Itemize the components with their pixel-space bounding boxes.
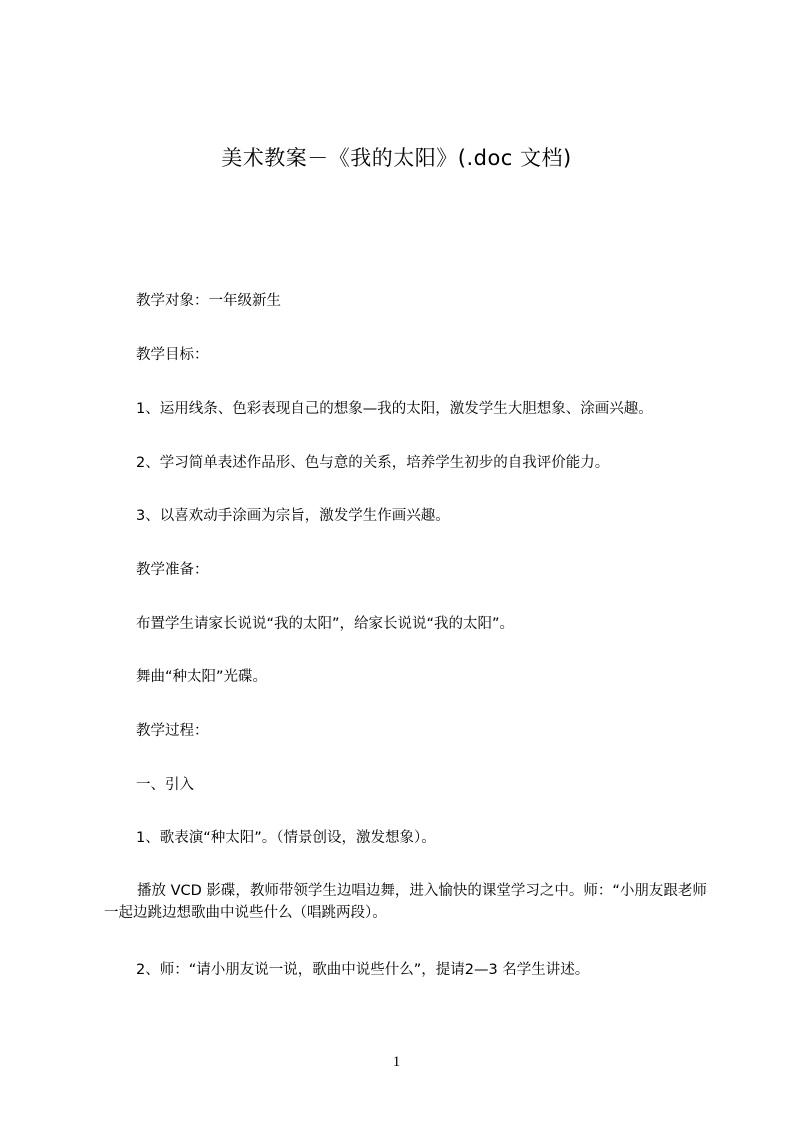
- paragraph-preparation-1: 布置学生请家长说说“我的太阳”，给家长说说“我的太阳”。: [136, 616, 515, 632]
- paragraph-section-intro: 一、引入: [136, 777, 194, 793]
- paragraph-teaching-target: 教学对象：一年级新生: [136, 293, 281, 309]
- page-number: 1: [392, 1054, 401, 1070]
- paragraph-teaching-goals-heading: 教学目标：: [136, 347, 209, 363]
- document-title: 美术教案－《我的太阳》(.doc 文档): [221, 146, 572, 170]
- paragraph-preparation-heading: 教学准备：: [136, 562, 209, 578]
- paragraph-step-1: 1、歌表演“种太阳”。（情景创设，激发想象）。: [136, 830, 436, 846]
- paragraph-process-heading: 教学过程：: [136, 723, 209, 739]
- paragraph-step-1-detail: [104, 880, 709, 924]
- paragraph-step-1-detail-text: 播放 VCD 影碟，教师带领学生边唱边舞，进入愉快的课堂学习之中。师：“小朋友跟老师一起边跳边想歌曲中说些什么（唱跳两段）。: [104, 883, 707, 921]
- paragraph-step-2: 2、师：“请小朋友说一说，歌曲中说些什么”，提请2—3 名学生讲述。: [136, 962, 590, 978]
- paragraph-goal-2: 2、学习简单表述作品形、色与意的关系，培养学生初步的自我评价能力。: [136, 455, 610, 471]
- paragraph-goal-1: 1、运用线条、色彩表现自己的想象—我的太阳，激发学生大胆想象、涂画兴趣。: [136, 401, 653, 417]
- paragraph-goal-3: 3、以喜欢动手涂画为宗旨，激发学生作画兴趣。: [136, 508, 450, 524]
- paragraph-preparation-2: 舞曲“种太阳”光碟。: [136, 669, 268, 685]
